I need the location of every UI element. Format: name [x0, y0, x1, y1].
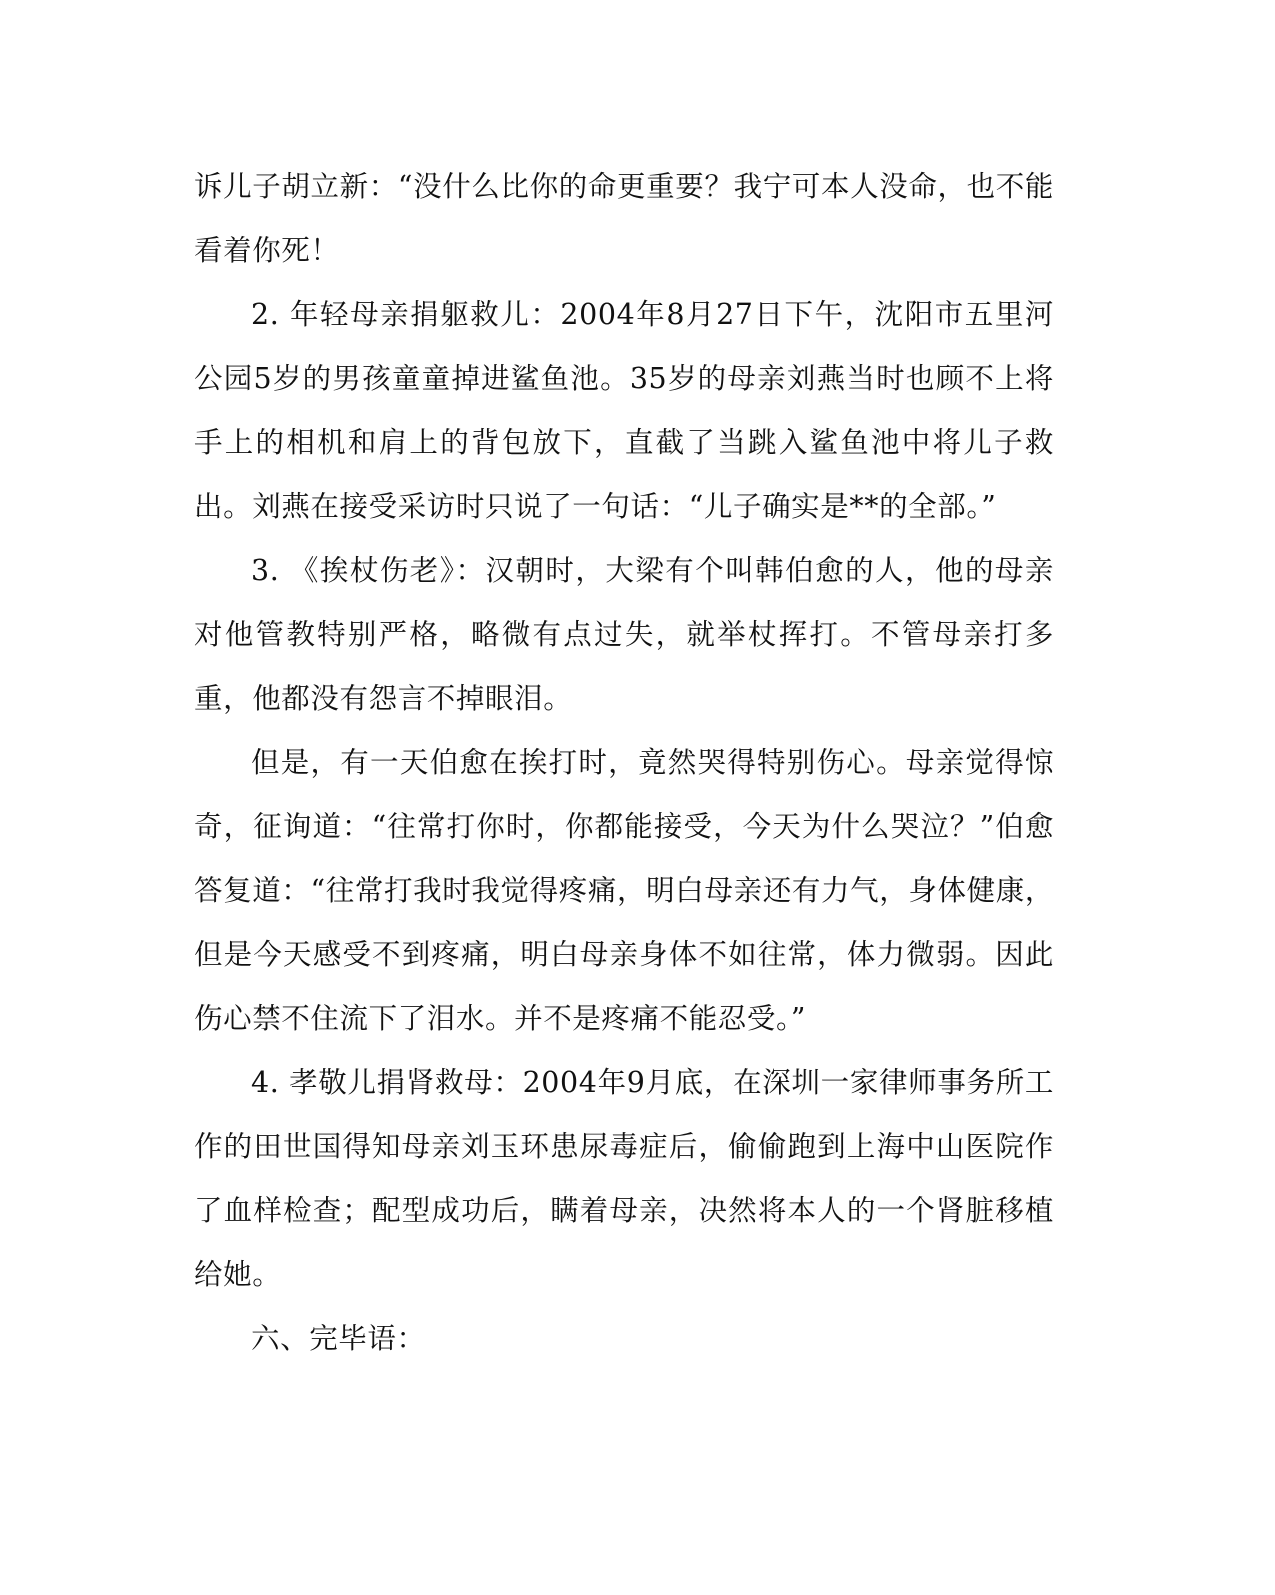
section-heading-closing: 六、完毕语： — [251, 1322, 426, 1355]
document-body — [194, 155, 1054, 1371]
paragraph-item-4: 4. 孝敬儿捐肾救母：2004年9月底，在深圳一家律师事务所工作的田世国得知母亲刘玉环患尿毒症后，偷偷跑到上海中山医院作了血样检查；配型成功后，瞒着母亲，决然将本人的一个肾脏移植给她。 — [194, 1066, 1054, 1291]
paragraph-item-3: 3. 《挨杖伤老》：汉朝时，大梁有个叫韩伯愈的人，他的母亲对他管教特别严格，略微有点过失，就举杖挥打。不管母亲打多重，他都没有怨言不掉眼泪。 — [194, 554, 1054, 715]
paragraph-item-2: 2. 年轻母亲捐躯救儿：2004年8月27日下午，沈阳市五里河公园5岁的男孩童童掉进鲨鱼池。35岁的母亲刘燕当时也顾不上将手上的相机和肩上的背包放下，直截了当跳入鲨鱼池中将儿子救出。刘燕在接受采访时只说了一句话：“儿子确实是**的全部。” — [194, 298, 1054, 523]
paragraph-item-3-continued: 但是，有一天伯愈在挨打时，竟然哭得特别伤心。母亲觉得惊奇，征询道：“往常打你时，你都能接受，今天为什么哭泣？”伯愈答复道：“往常打我时我觉得疼痛，明白母亲还有力气，身体健康，但是今天感受不到疼痛，明白母亲身体不如往常，体力微弱。因此伤心禁不住流下了泪水。并不是疼痛不能忍受。” — [194, 746, 1054, 1035]
paragraph-continuation: 诉儿子胡立新：“没什么比你的命更重要？我宁可本人没命，也不能看着你死！ — [194, 170, 1054, 267]
